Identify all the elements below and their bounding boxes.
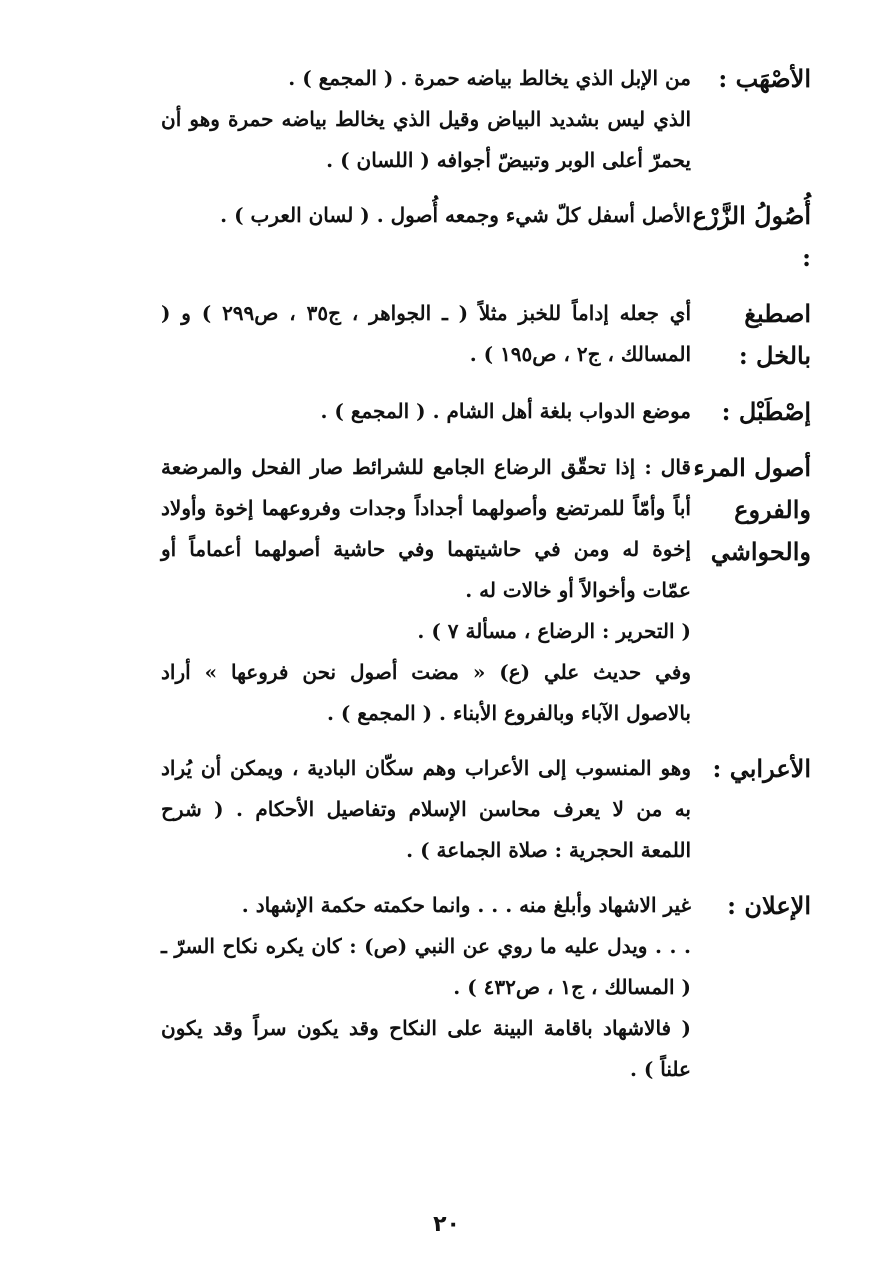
- definition-paragraph: ( فالاشهاد باقامة البينة على النكاح وقد يكون سراً وقد يكون علناً ) .: [161, 1016, 691, 1081]
- entry-alarabi: [83, 748, 811, 871]
- definition-paragraph: . . . ويدل عليه ما روي عن النبي (ص) : كان يكره نكاح السرّ ـ ( المسالك ، ج١ ، ص٤٣٢ ) .: [161, 934, 691, 999]
- entry-istabl: [83, 391, 811, 433]
- entry-alilan: [83, 885, 811, 1090]
- definition-paragraph: الأصل أسفل كلّ شيء وجمعه أُصول . ( لسان العرب ) .: [220, 203, 691, 227]
- definition-paragraph: موضع الدواب بلغة أهل الشام . ( المجمع ) .: [320, 399, 691, 423]
- definition-paragraph: قال : إذا تحقّق الرضاع الجامع للشرائط صار الفحل والمرضعة أباً وأمّاً للمرتضع وأصولهما أجداداً وجدات وفروعهما إخوة وأولاد إخوة له ومن في حاشيتهما وفي حاشية أصولهما أعماماً أو عمّات وأخوالاً أو خالات له .: [161, 455, 691, 602]
- entry-usul-alzar: [83, 195, 811, 279]
- definition-paragraph: أي جعله إداماً للخبز مثلاً ( ـ الجواهر ، ج٣٥ ، ص٢٩٩ ) و ( المسالك ، ج٢ ، ص١٩٥ ) .: [161, 301, 691, 366]
- entry-definitions: [161, 195, 691, 279]
- definition-paragraph: الذي ليس بشديد البياض وقيل الذي يخالط بياضه حمرة وهو أن يحمرّ أعلى الوبر وتبيضّ أجوافه ( اللسان ) .: [161, 107, 691, 172]
- entry-definitions: [161, 391, 691, 433]
- entry-term: الإعلان :: [727, 891, 811, 920]
- entry-definitions: [161, 885, 691, 1090]
- entry-definitions: [161, 293, 691, 377]
- entry-definitions: [161, 748, 691, 871]
- definition-paragraph: من الإبل الذي يخالط بياضه حمرة . ( المجمع ) .: [288, 66, 691, 90]
- entry-term: الأعرابي :: [712, 754, 811, 783]
- entry-term: إصْطَبْل :: [721, 397, 811, 426]
- entry-term: أصول المرء والفروع والحواشي: [693, 453, 811, 566]
- page-number: ٢٠: [433, 1212, 460, 1237]
- entry-definitions: [161, 58, 691, 181]
- entries-list: [83, 58, 811, 1104]
- entry-term: اصطبغ بالخل :: [738, 299, 811, 370]
- entry-usul-almar: [83, 447, 811, 734]
- entry-istabagha: [83, 293, 811, 377]
- definition-paragraph: وهو المنسوب إلى الأعراب وهم سكّان البادية ، ويمكن أن يُراد به من لا يعرف محاسن الإسلام وتفاصيل الأحكام . ( شرح اللمعة الحجرية : صلاة الجماعة ) .: [161, 756, 691, 862]
- definition-paragraph: ( التحرير : الرضاع ، مسألة ٧ ) .: [417, 619, 691, 643]
- definition-paragraph: غير الاشهاد وأبلغ منه . . . وانما حكمته حكمة الإشهاد .: [241, 893, 691, 917]
- definition-paragraph: وفي حديث علي (ع) « مضت أصول نحن فروعها » أراد بالاصول الآباء وبالفروع الأبناء . ( المجمع ) .: [161, 660, 691, 725]
- entry-definitions: [161, 447, 691, 734]
- entry-term: أُصُولُ الزَّرْع :: [692, 201, 811, 272]
- entry-term: الأصْهَب :: [718, 64, 811, 93]
- entry-ashab: [83, 58, 811, 181]
